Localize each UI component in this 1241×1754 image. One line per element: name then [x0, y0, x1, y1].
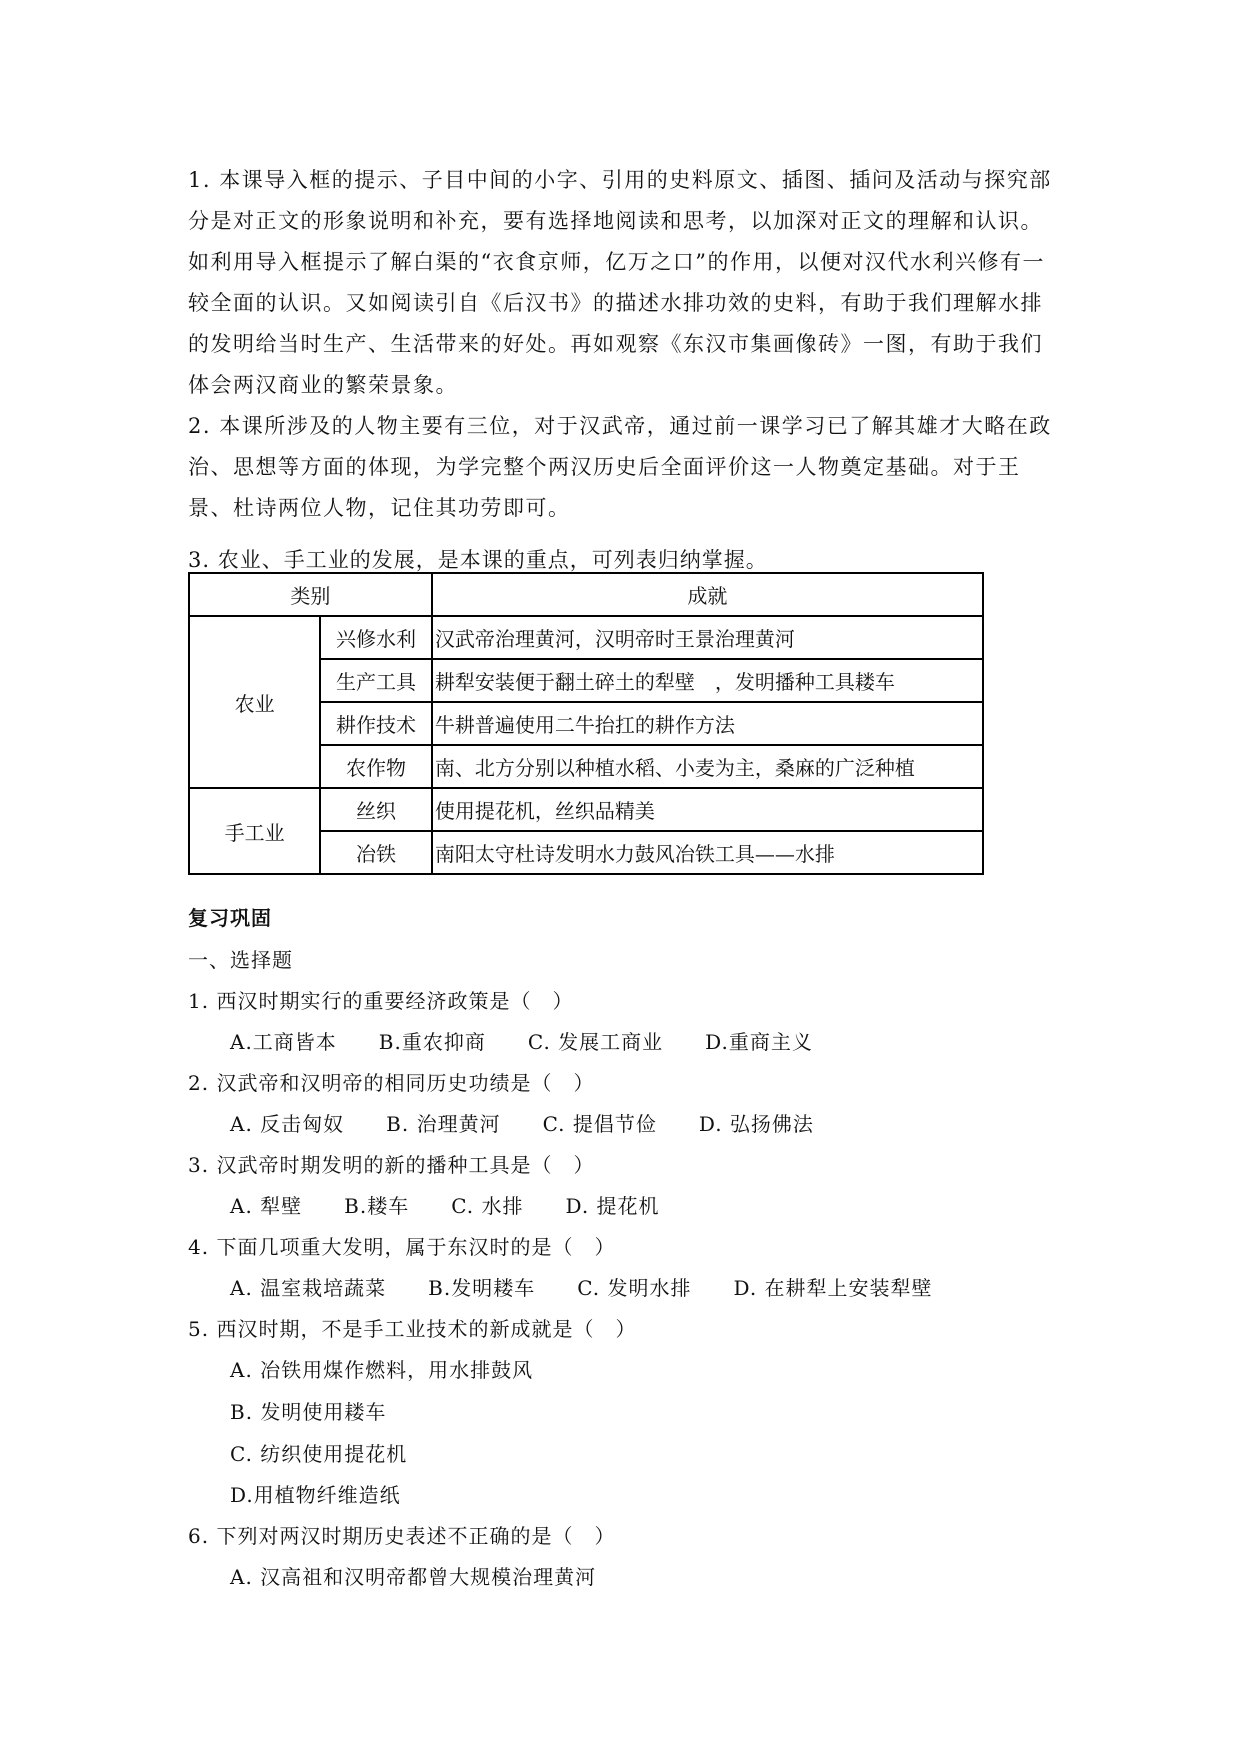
question-5-option-d: D.用植物纤维造纸 [230, 1483, 401, 1507]
category-handicraft: 手工业 [189, 788, 320, 874]
section-title: 一、选择题 [188, 948, 293, 972]
note-paragraph-1: 1. 本课导入框的提示、子目中间的小字、引用的史料原文、插图、插问及活动与探究部分是对正文的形象说明和补充，要有选择地阅读和思考，以加深对正文的理解和认识。如利用导入框提示了解白渠的“衣食京师，亿万之口”的作用，以便对汉代水利兴修有一较全面的认识。又如阅读引自《后汉书》的描述水排功效的史料，有助于我们理解水排的发明给当时生产、生活带来的好处。再如观察《东汉市集画像砖》一图，有助于我们体会两汉商业的繁荣景象。 [188, 168, 1052, 397]
question-5-option-b: B. 发明使用耧车 [230, 1400, 387, 1424]
question-6: 6. 下列对两汉时期历史表述不正确的是（ ） [188, 1524, 616, 1548]
note-paragraph-2: 2. 本课所涉及的人物主要有三位，对于汉武帝，通过前一课学习已了解其雄才大略在政治、思想等方面的体现，为学完整个两汉历史后全面评价这一人物奠定基础。对于王景、杜诗两位人物，记住其功劳即可。 [188, 414, 1052, 520]
question-6-option-a: A. 汉高祖和汉明帝都曾大规模治理黄河 [230, 1565, 597, 1589]
achievement-cell: 牛耕普遍使用二牛抬扛的耕作方法 [432, 702, 983, 745]
question-1-options: A.工商皆本 B.重农抑商 C. 发展工商业 D.重商主义 [230, 1030, 813, 1054]
review-heading: 复习巩固 [188, 906, 272, 930]
sub-category: 农作物 [320, 745, 432, 788]
table-header-row [189, 573, 983, 616]
question-5: 5. 西汉时期，不是手工业技术的新成就是（ ） [188, 1317, 637, 1341]
question-4-options: A. 温室栽培蔬菜 B.发明耧车 C. 发明水排 D. 在耕犁上安装犁壁 [230, 1276, 933, 1300]
sub-category: 丝织 [320, 788, 432, 831]
question-1: 1. 西汉时期实行的重要经济政策是（ ） [188, 989, 574, 1013]
question-5-option-c: C. 纺织使用提花机 [230, 1442, 408, 1466]
achievement-cell: 使用提花机，丝织品精美 [432, 788, 983, 831]
note-paragraph-3: 3. 农业、手工业的发展，是本课的重点，可列表归纳掌握。 [188, 548, 768, 572]
sub-category: 冶铁 [320, 831, 432, 874]
question-2-options: A. 反击匈奴 B. 治理黄河 C. 提倡节俭 D. 弘扬佛法 [230, 1112, 814, 1136]
achievement-table [188, 572, 984, 875]
header-category: 类别 [189, 573, 432, 616]
achievement-cell: 汉武帝治理黄河，汉明帝时王景治理黄河 [432, 616, 983, 659]
sub-category: 耕作技术 [320, 702, 432, 745]
sub-category: 兴修水利 [320, 616, 432, 659]
achievement-cell: 南、北方分别以种植水稻、小麦为主，桑麻的广泛种植 [432, 745, 983, 788]
table-row [189, 788, 983, 831]
question-2: 2. 汉武帝和汉明帝的相同历史功绩是（ ） [188, 1071, 595, 1095]
question-3: 3. 汉武帝时期发明的新的播种工具是（ ） [188, 1153, 595, 1177]
question-4: 4. 下面几项重大发明，属于东汉时的是（ ） [188, 1235, 616, 1259]
sub-category: 生产工具 [320, 659, 432, 702]
question-5-option-a: A. 冶铁用煤作燃料，用水排鼓风 [230, 1358, 534, 1382]
header-achievement: 成就 [432, 573, 983, 616]
achievement-cell: 南阳太守杜诗发明水力鼓风冶铁工具——水排 [432, 831, 983, 874]
category-agriculture: 农业 [189, 616, 320, 788]
achievement-cell: 耕犁安装便于翻土碎土的犁壁 ，发明播种工具耧车 [432, 659, 983, 702]
question-3-options: A. 犁壁 B.耧车 C. 水排 D. 提花机 [230, 1194, 660, 1218]
table-row [189, 616, 983, 659]
